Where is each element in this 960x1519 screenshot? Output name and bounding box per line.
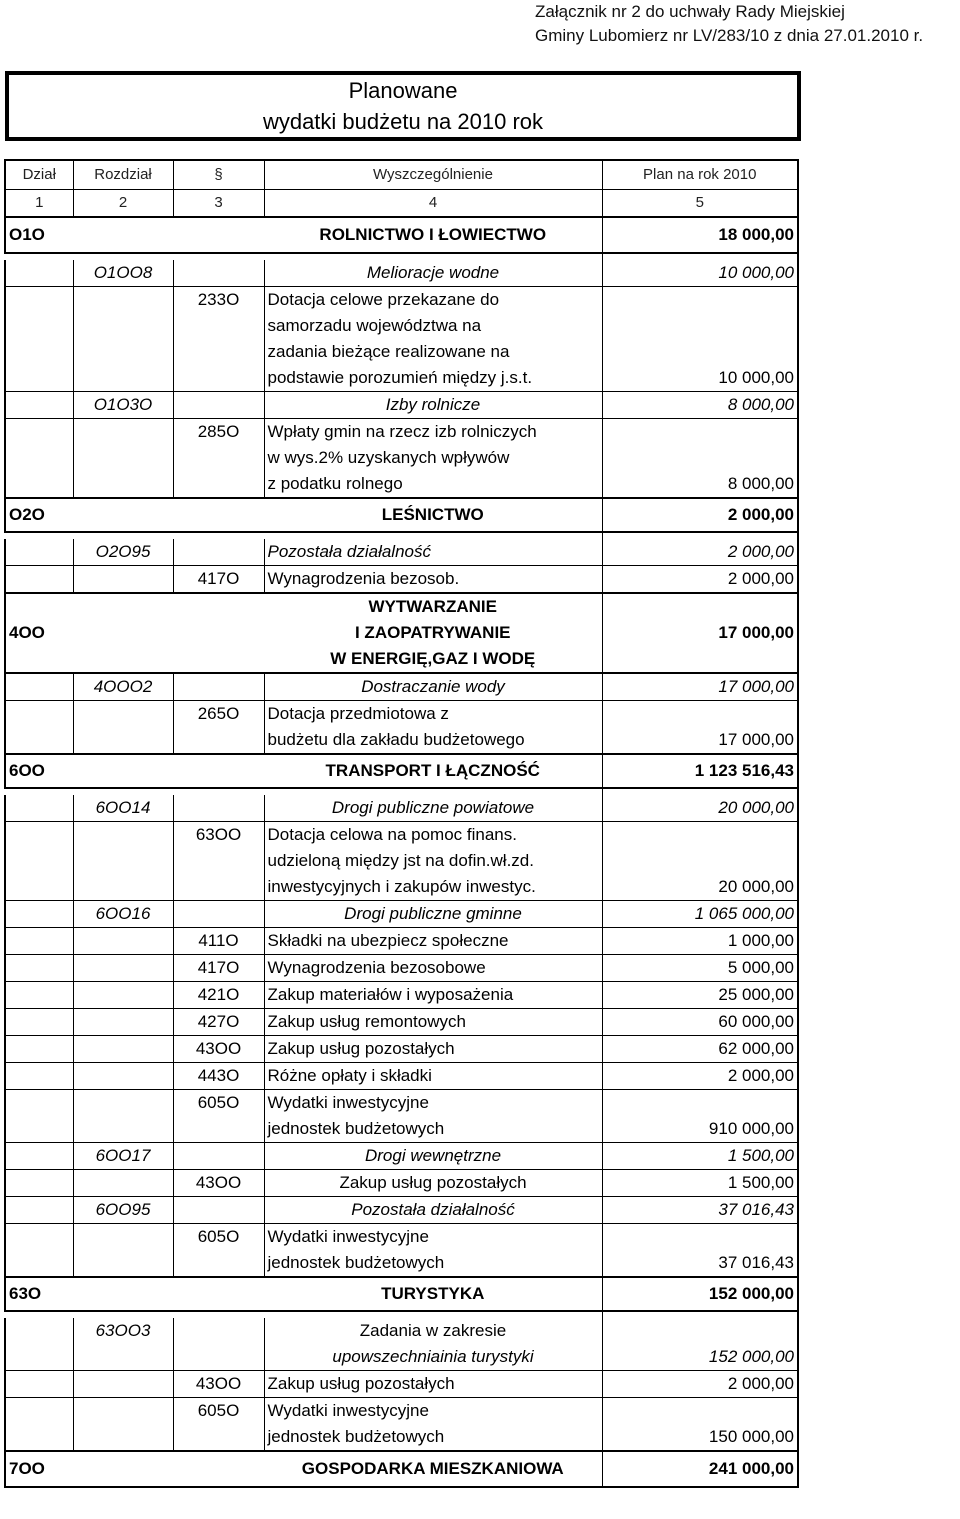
rozdzial-code: O1O3O <box>73 392 173 419</box>
paragraf-code: 265O <box>173 701 264 755</box>
table-row <box>5 1277 798 1311</box>
dzial-code: O1O <box>5 217 73 253</box>
dzial-amount: 1 123 516,43 <box>602 754 798 788</box>
rozdzial-amount: 1 500,00 <box>602 1143 798 1170</box>
table-row <box>5 1090 798 1143</box>
paragraf-name: Zakup materiałów i wyposażenia <box>264 982 602 1009</box>
column-number: 4 <box>264 190 602 218</box>
rozdzial-amount: 10 000,00 <box>602 260 798 287</box>
paragraf-code: 43OO <box>173 1036 264 1063</box>
table-row <box>5 955 798 982</box>
paragraf-code: 427O <box>173 1009 264 1036</box>
header-rozdzial: Rozdział <box>73 160 173 190</box>
table-row <box>5 593 798 673</box>
paragraf-amount: 2 000,00 <box>602 1371 798 1398</box>
dzial-amount: 17 000,00 <box>602 593 798 673</box>
paragraf-name: Wydatki inwestycyjne jednostek budżetowych <box>264 1224 602 1278</box>
table-row <box>5 392 798 419</box>
paragraf-amount: 2 000,00 <box>602 1063 798 1090</box>
table-row <box>5 260 798 287</box>
paragraf-amount: 2 000,00 <box>602 566 798 594</box>
paragraf-name: Zakup usług pozostałych <box>264 1371 602 1398</box>
table-row <box>5 701 798 755</box>
table-row <box>5 822 798 901</box>
dzial-code: 6OO <box>5 754 73 788</box>
paragraf-code: 233O <box>173 287 264 392</box>
dzial-name: TRANSPORT I ŁĄCZNOŚĆ <box>264 754 602 788</box>
paragraf-amount: 5 000,00 <box>602 955 798 982</box>
dzial-code: O2O <box>5 498 73 532</box>
table-row <box>5 1451 798 1487</box>
header-paragraf: § <box>173 160 264 190</box>
table-row <box>5 1143 798 1170</box>
rozdzial-code: O1OO8 <box>73 260 173 287</box>
paragraf-name: Wydatki inwestycyjne jednostek budżetowych <box>264 1398 602 1452</box>
rozdzial-amount: 20 000,00 <box>602 795 798 822</box>
title-line-1: Planowane <box>348 78 458 103</box>
paragraf-code: 63OO <box>173 822 264 901</box>
attachment-line-1: Załącznik nr 2 do uchwały Rady Miejskiej <box>535 2 845 21</box>
title-line-2: wydatki budżetu na 2010 rok <box>262 109 544 134</box>
table-row <box>5 1224 798 1278</box>
paragraf-amount: 62 000,00 <box>602 1036 798 1063</box>
dzial-amount: 18 000,00 <box>602 217 798 253</box>
paragraf-name: Dotacja przedmiotowa z budżetu dla zakładu budżetowego <box>264 701 602 755</box>
dzial-amount: 241 000,00 <box>602 1451 798 1487</box>
paragraf-code: 43OO <box>173 1371 264 1398</box>
paragraf-code: 43OO <box>173 1170 264 1197</box>
dzial-name: GOSPODARKA MIESZKANIOWA <box>264 1451 602 1487</box>
paragraf-name: Wpłaty gmin na rzecz izb rolniczych w wys.2% uzyskanych wpływów z podatku rolnego <box>264 419 602 499</box>
rozdzial-code: 6OO17 <box>73 1143 173 1170</box>
table-row <box>5 1318 798 1371</box>
table-row <box>5 1170 798 1197</box>
paragraf-name: Wynagrodzenia bezosobowe <box>264 955 602 982</box>
dzial-name: ROLNICTWO I ŁOWIECTWO <box>264 217 602 253</box>
rozdzial-amount: 1 065 000,00 <box>602 901 798 928</box>
table-row <box>5 795 798 822</box>
paragraf-name: Składki na ubezpiecz społeczne <box>264 928 602 955</box>
paragraf-amount: 25 000,00 <box>602 982 798 1009</box>
rozdzial-name: Zadania w zakresie upowszechniainia turystyki <box>264 1318 602 1371</box>
table-header-row <box>5 160 798 190</box>
table-row <box>5 419 798 499</box>
paragraf-name: Różne opłaty i składki <box>264 1063 602 1090</box>
paragraf-amount: 37 016,43 <box>602 1224 798 1278</box>
rozdzial-name: Drogi publiczne powiatowe <box>264 795 602 822</box>
paragraf-code: 421O <box>173 982 264 1009</box>
table-row <box>5 1371 798 1398</box>
header-wyszczegolnienie: Wyszczególnienie <box>264 160 602 190</box>
paragraf-amount: 910 000,00 <box>602 1090 798 1143</box>
table-row <box>5 498 798 532</box>
paragraf-code: 411O <box>173 928 264 955</box>
rozdzial-name: Izby rolnicze <box>264 392 602 419</box>
column-number: 5 <box>602 190 798 218</box>
dzial-name: LEŚNICTWO <box>264 498 602 532</box>
rozdzial-amount: 152 000,00 <box>602 1318 798 1371</box>
table-row <box>5 754 798 788</box>
rozdzial-amount: 8 000,00 <box>602 392 798 419</box>
paragraf-code: 443O <box>173 1063 264 1090</box>
dzial-name: WYTWARZANIE I ZAOPATRYWANIE W ENERGIĘ,GAZ I WODĘ <box>264 593 602 673</box>
dzial-code: 4OO <box>5 593 73 673</box>
rozdzial-name: Drogi publiczne gminne <box>264 901 602 928</box>
table-row <box>5 287 798 392</box>
paragraf-name: Dotacja celowa na pomoc finans. udzieloną między jst na dofin.wł.zd. inwestycyjnych i zakupów inwestyc. <box>264 822 602 901</box>
table-row <box>5 566 798 594</box>
dzial-name: TURYSTYKA <box>264 1277 602 1311</box>
table-row <box>5 982 798 1009</box>
table-row <box>5 673 798 701</box>
rozdzial-name: Melioracje wodne <box>264 260 602 287</box>
paragraf-amount: 17 000,00 <box>602 701 798 755</box>
paragraf-amount: 150 000,00 <box>602 1398 798 1452</box>
header-dzial: Dział <box>5 160 73 190</box>
column-number: 1 <box>5 190 73 218</box>
rozdzial-name: Drogi wewnętrzne <box>264 1143 602 1170</box>
paragraf-name: Zakup usług pozostałych <box>264 1170 602 1197</box>
rozdzial-code: O2O95 <box>73 539 173 566</box>
column-number: 2 <box>73 190 173 218</box>
paragraf-name: Dotacja celowe przekazane do samorzadu województwa na zadania bieżące realizowane na podstawie porozumień między j.s.t. <box>264 287 602 392</box>
rozdzial-code: 6OO95 <box>73 1197 173 1224</box>
rozdzial-code: 6OO16 <box>73 901 173 928</box>
paragraf-amount: 1 000,00 <box>602 928 798 955</box>
table-row <box>5 217 798 253</box>
rozdzial-code: 6OO14 <box>73 795 173 822</box>
rozdzial-amount: 2 000,00 <box>602 539 798 566</box>
table-row <box>5 1009 798 1036</box>
paragraf-name: Wydatki inwestycyjne jednostek budżetowych <box>264 1090 602 1143</box>
budget-table <box>4 159 799 1488</box>
rozdzial-code: 4OOO2 <box>73 673 173 701</box>
page-title <box>5 71 801 141</box>
attachment-note <box>535 0 923 48</box>
table-row <box>5 1197 798 1224</box>
table-row <box>5 1398 798 1452</box>
dzial-amount: 152 000,00 <box>602 1277 798 1311</box>
paragraf-code: 605O <box>173 1090 264 1143</box>
dzial-code: 63O <box>5 1277 73 1311</box>
paragraf-code: 605O <box>173 1398 264 1452</box>
paragraf-amount: 20 000,00 <box>602 822 798 901</box>
paragraf-amount: 8 000,00 <box>602 419 798 499</box>
rozdzial-amount: 37 016,43 <box>602 1197 798 1224</box>
table-row <box>5 539 798 566</box>
paragraf-code: 417O <box>173 566 264 594</box>
dzial-amount: 2 000,00 <box>602 498 798 532</box>
rozdzial-name: Pozostała działalność <box>264 539 602 566</box>
table-row <box>5 928 798 955</box>
paragraf-amount: 1 500,00 <box>602 1170 798 1197</box>
table-row <box>5 1036 798 1063</box>
table-row <box>5 901 798 928</box>
paragraf-amount: 60 000,00 <box>602 1009 798 1036</box>
table-column-numbers-row <box>5 190 798 218</box>
paragraf-name: Zakup usług remontowych <box>264 1009 602 1036</box>
paragraf-name: Wynagrodzenia bezosob. <box>264 566 602 594</box>
paragraf-code: 417O <box>173 955 264 982</box>
paragraf-code: 605O <box>173 1224 264 1278</box>
paragraf-code: 285O <box>173 419 264 499</box>
table-row <box>5 1063 798 1090</box>
rozdzial-name: Dostraczanie wody <box>264 673 602 701</box>
rozdzial-amount: 17 000,00 <box>602 673 798 701</box>
rozdzial-code: 63OO3 <box>73 1318 173 1371</box>
paragraf-amount: 10 000,00 <box>602 287 798 392</box>
header-plan: Plan na rok 2010 <box>602 160 798 190</box>
paragraf-name: Zakup usług pozostałych <box>264 1036 602 1063</box>
rozdzial-name: Pozostała działalność <box>264 1197 602 1224</box>
dzial-code: 7OO <box>5 1451 73 1487</box>
column-number: 3 <box>173 190 264 218</box>
attachment-line-2: Gminy Lubomierz nr LV/283/10 z dnia 27.01.2010 r. <box>535 26 924 45</box>
